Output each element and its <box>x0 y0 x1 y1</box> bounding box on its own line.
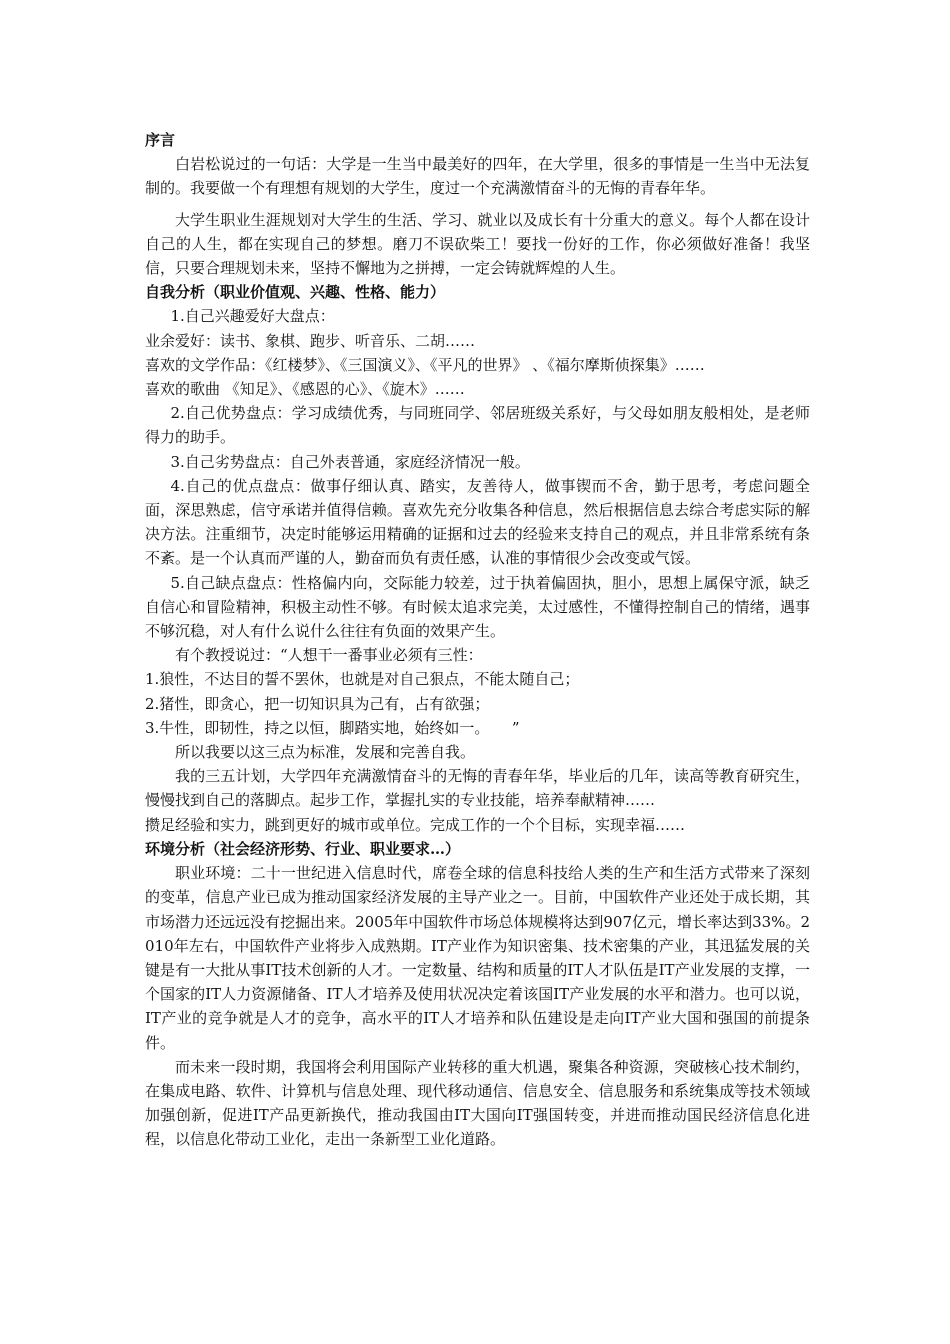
document-page <box>145 128 810 1152</box>
environment-paragraph-1: 职业环境：二十一世纪进入信息时代，席卷全球的信息科技给人类的生产和生活方式带来了深刻的变革，信息产业已成为推动国家经济发展的主导产业之一。目前，中国软件产业还处于成长期，其市场潜力还远远没有挖掘出来。2005年中国软件市场总体规模将达到907亿元，增长率达到33%。2010年左右，中国软件产业将步入成熟期。IT产业作为知识密集、技术密集的产业，其迅猛发展的关键是有一大批从事IT技术创新的人才。一定数量、结构和质量的IT人才队伍是IT产业发展的支撑，一个国家的IT人力资源储备、IT人才培养及使用状况决定着该国IT产业发展的水平和潜力。也可以说，IT产业的竞争就是人才的竞争，高水平的IT人才培养和队伍建设是走向IT产业大国和强国的前提条件。 <box>145 864 810 1052</box>
preface-heading: 序言 <box>145 131 176 149</box>
environment-heading: 环境分析（社会经济形势、行业、职业要求…） <box>145 839 461 858</box>
plan-line-2: 攒足经验和实力，跳到更好的城市或单位。完成工作的一个个目标，实现幸福…… <box>145 815 686 834</box>
self-item-2: 2.自己优势盘点：学习成绩优秀，与同班同学、邻居班级关系好，与父母如朋友般相处，是老师得力的助手。 <box>145 404 810 447</box>
books-line: 喜欢的文学作品：《红楼梦》、《三国演义》、《平凡的世界》 、《福尔摩斯侦探集》…… <box>145 355 705 374</box>
paragraph-gap <box>145 201 810 208</box>
self-item-5: 5.自己缺点盘点：性格偏内向，交际能力较差，过于执着偏固执，胆小，思想上属保守派，缺乏自信心和冒险精神，积极主动性不够。有时候太追求完美，太过感性，不懂得控制自己的情绪，遇事不够沉稳，对人有什么说什么往往有负面的效果产生。 <box>145 573 810 641</box>
conclusion-line: 所以我要以这三点为标准，发展和完善自我。 <box>175 743 476 762</box>
songs-line: 喜欢的歌曲 《知足》、《感恩的心》、《旋木》…… <box>145 380 465 399</box>
quote-item-3: 3.牛性，即韧性，持之以恒，脚踏实地，始终如一。 ” <box>145 718 520 737</box>
plan-paragraph: 我的三五计划，大学四年充满激情奋斗的无悔的青春年华，毕业后的几年，读高等教育研究生，慢慢找到自己的落脚点。起步工作，掌握扎实的专业技能，培养奉献精神…… <box>145 767 810 810</box>
quote-intro: 有个教授说过：“人想干一番事业必须有三性： <box>175 646 483 665</box>
preface-paragraph-1: 白岩松说过的一句话：大学是一生当中最美好的四年，在大学里，很多的事情是一生当中无法复制的。我要做一个有理想有规划的大学生，度过一个充满激情奋斗的无悔的青春年华。 <box>145 155 810 198</box>
quote-item-2: 2.猪性，即贪心，把一切知识具为己有，占有欲强； <box>145 694 490 713</box>
preface-paragraph-2: 大学生职业生涯规划对大学生的生活、学习、就业以及成长有十分重大的意义。每个人都在设计自己的人生，都在实现自己的梦想。磨刀不误砍柴工！要找一份好的工作，你必须做好准备！我坚信，只要合理规划未来，坚持不懈地为之拼搏，一定会铸就辉煌的人生。 <box>145 210 810 278</box>
self-analysis-heading: 自我分析（职业价值观、兴趣、性格、能力） <box>145 283 446 302</box>
quote-item-1: 1.狼性，不达目的誓不罢休，也就是对自己狠点，不能太随自己； <box>145 670 580 689</box>
self-item-4: 4.自己的优点盘点：做事仔细认真、踏实，友善待人，做事锲而不舍，勤于思考，考虑问题全面，深思熟虑，信守承诺并值得信赖。喜欢先充分收集各种信息，然后根据信息去综合考虑实际的解决方法。注重细节，决定时能够运用精确的证据和过去的经验来支持自己的观点，并且非常系统有条不紊。是一个认真而严谨的人，勤奋而负有责任感，认准的事情很少会改变或气馁。 <box>145 476 810 568</box>
hobby-line: 业余爱好：读书、象棋、跑步、听音乐、二胡…… <box>145 331 476 350</box>
self-item-1-title: 1.自己兴趣爱好大盘点： <box>170 307 335 326</box>
environment-paragraph-2: 而未来一段时期，我国将会利用国际产业转移的重大机遇，聚集各种资源，突破核心技术制约，在集成电路、软件、计算机与信息处理、现代移动通信、信息安全、信息服务和系统集成等技术领域加强创新，促进IT产品更新换代，推动我国由IT大国向IT强国转变，并进而推动国民经济信息化进程，以信息化带动工业化，走出一条新型工业化道路。 <box>145 1057 810 1149</box>
self-item-3: 3.自己劣势盘点：自己外表普通，家庭经济情况一般。 <box>170 452 530 471</box>
